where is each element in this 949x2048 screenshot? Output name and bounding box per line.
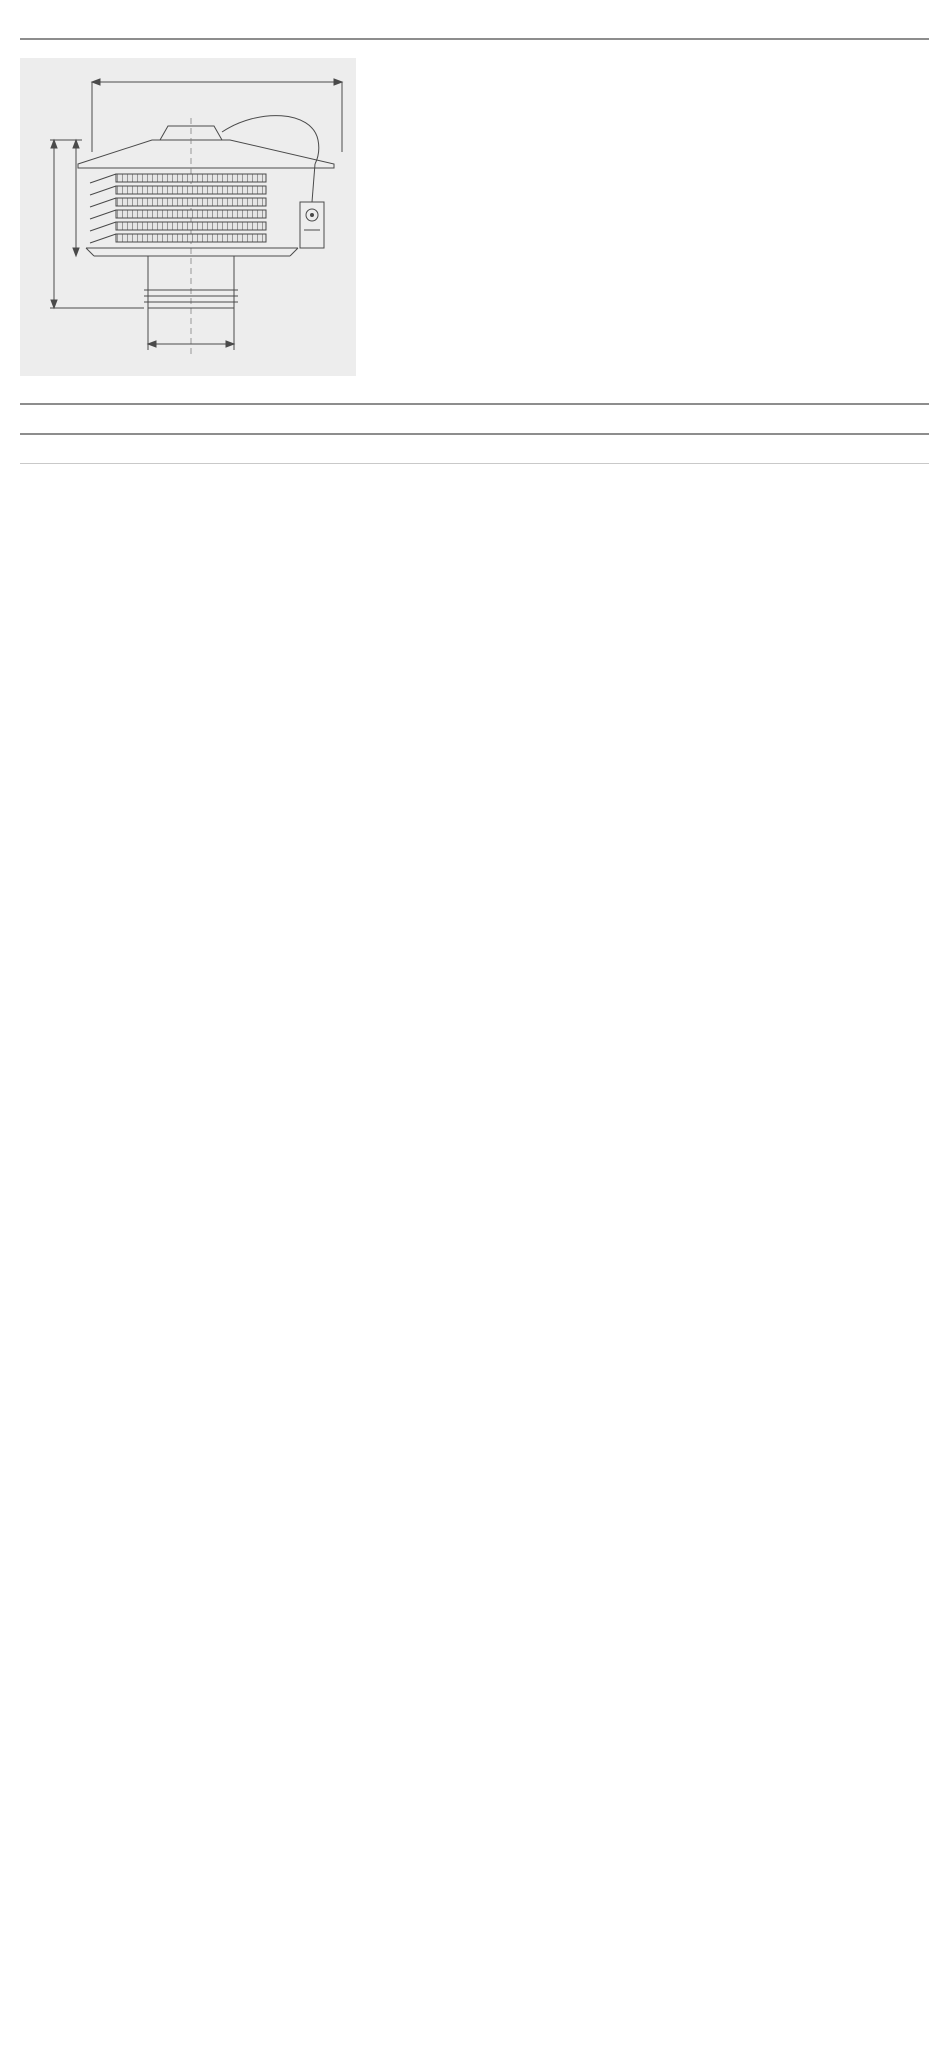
- dimension-drawing: [20, 52, 360, 387]
- datasheet-page: [0, 0, 949, 514]
- charts-row-divider: [20, 463, 929, 464]
- section-divider: [20, 38, 929, 40]
- section-dimensions: [20, 52, 929, 387]
- fan-drawing-svg: [20, 52, 360, 382]
- section-working: [20, 449, 929, 474]
- section-divider: [20, 433, 929, 435]
- section-divider: [20, 403, 929, 405]
